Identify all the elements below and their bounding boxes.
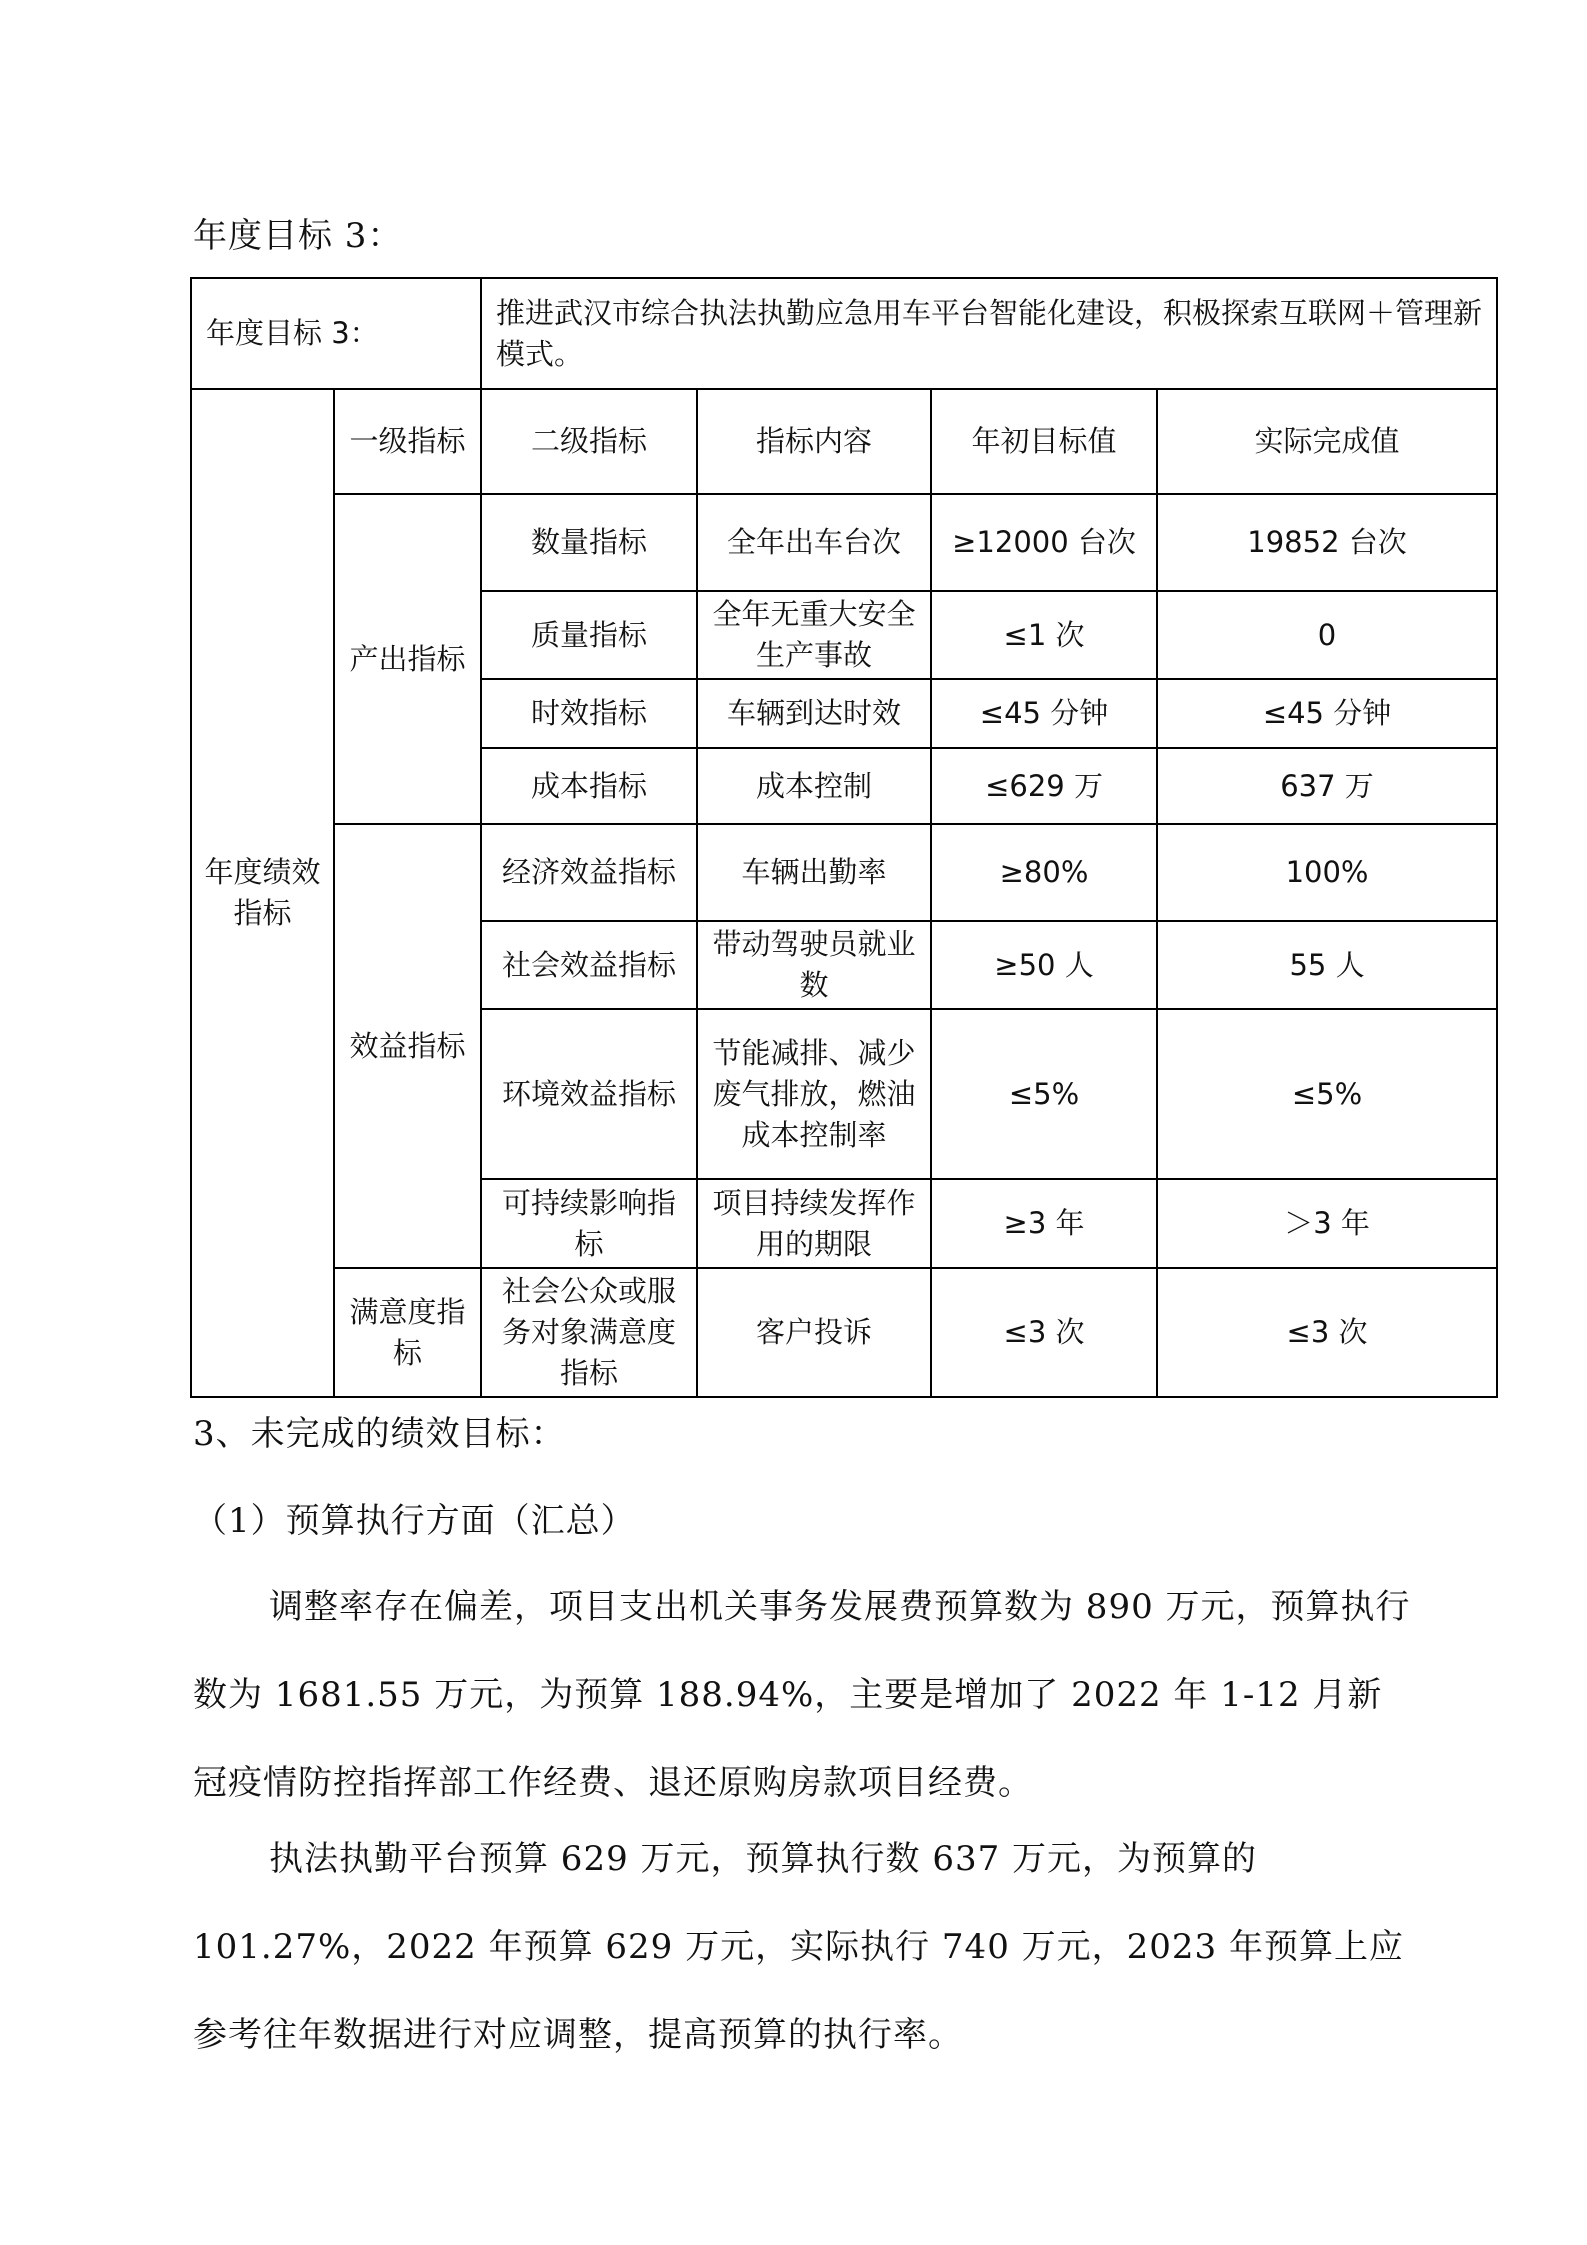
goal-label-cell: 年度目标 3： [191, 278, 481, 389]
actual-cell: ≤3 次 [1157, 1268, 1497, 1397]
level2-cell: 数量指标 [481, 494, 697, 591]
actual-cell: 637 万 [1157, 748, 1497, 824]
content-cell: 成本控制 [697, 748, 931, 824]
level2-cell: 成本指标 [481, 748, 697, 824]
performance-table [190, 277, 1498, 1398]
level1-cell-satisfaction: 满意度指标 [334, 1268, 481, 1397]
level1-cell-benefit: 效益指标 [334, 824, 481, 1268]
table-row [191, 1268, 1497, 1397]
subsection-title: （1）预算执行方面（汇总） [193, 1501, 636, 1541]
table-row [191, 824, 1497, 921]
header-row [191, 389, 1497, 494]
level1-cell-output: 产出指标 [334, 494, 481, 824]
actual-cell: ≤45 分钟 [1157, 679, 1497, 748]
content-cell: 带动驾驶员就业数 [697, 921, 931, 1009]
header-cell-content: 指标内容 [697, 389, 931, 494]
level2-cell: 社会公众或服务对象满意度指标 [481, 1268, 697, 1397]
table-row [191, 494, 1497, 591]
goal-text-cell: 推进武汉市综合执法执勤应急用车平台智能化建设，积极探索互联网＋管理新模式。 [481, 278, 1497, 389]
actual-cell: 100% [1157, 824, 1497, 921]
content-cell: 节能减排、减少废气排放，燃油成本控制率 [697, 1009, 931, 1179]
target-cell: ≥50 人 [931, 921, 1157, 1009]
level2-cell: 经济效益指标 [481, 824, 697, 921]
goal-row [191, 278, 1497, 389]
header-cell-target: 年初目标值 [931, 389, 1157, 494]
level2-cell: 环境效益指标 [481, 1009, 697, 1179]
target-cell: ≤3 次 [931, 1268, 1157, 1397]
content-cell: 全年出车台次 [697, 494, 931, 591]
actual-cell: 19852 台次 [1157, 494, 1497, 591]
level2-cell: 社会效益指标 [481, 921, 697, 1009]
target-cell: ≥80% [931, 824, 1157, 921]
target-cell: ≥3 年 [931, 1179, 1157, 1268]
body-paragraph: 执法执勤平台预算 629 万元，预算执行数 637 万元，为预算的 101.27%，2022 年预算 629 万元，实际执行 740 万元，2023 年预算上应参考往年数据进行对应调整，提高预算的执行率。 [193, 1839, 1404, 2055]
content-cell: 客户投诉 [697, 1268, 931, 1397]
section-title: 3、未完成的绩效目标： [193, 1414, 566, 1454]
perf-indicator-label-cell: 年度绩效指标 [191, 389, 334, 1397]
content-cell: 全年无重大安全生产事故 [697, 591, 931, 679]
actual-cell: 55 人 [1157, 921, 1497, 1009]
header-cell-actual: 实际完成值 [1157, 389, 1497, 494]
annual-goal-heading: 年度目标 3： [193, 216, 403, 256]
header-cell-level1: 一级指标 [334, 389, 481, 494]
actual-cell: ≤5% [1157, 1009, 1497, 1179]
content-cell: 项目持续发挥作用的期限 [697, 1179, 931, 1268]
header-cell-level2: 二级指标 [481, 389, 697, 494]
actual-cell: ＞3 年 [1157, 1179, 1497, 1268]
target-cell: ≤5% [931, 1009, 1157, 1179]
level2-cell: 时效指标 [481, 679, 697, 748]
content-cell: 车辆到达时效 [697, 679, 931, 748]
actual-cell: 0 [1157, 591, 1497, 679]
body-paragraph: 调整率存在偏差，项目支出机关事务发展费预算数为 890 万元，预算执行数为 1681.55 万元，为预算 188.94%，主要是增加了 2022 年 1-12 月新冠疫情防控指挥部工作经费、退还原购房款项目经费。 [193, 1587, 1411, 1803]
level2-cell: 可持续影响指标 [481, 1179, 697, 1268]
target-cell: ≤629 万 [931, 748, 1157, 824]
level2-cell: 质量指标 [481, 591, 697, 679]
content-cell: 车辆出勤率 [697, 824, 931, 921]
target-cell: ≥12000 台次 [931, 494, 1157, 591]
target-cell: ≤45 分钟 [931, 679, 1157, 748]
target-cell: ≤1 次 [931, 591, 1157, 679]
